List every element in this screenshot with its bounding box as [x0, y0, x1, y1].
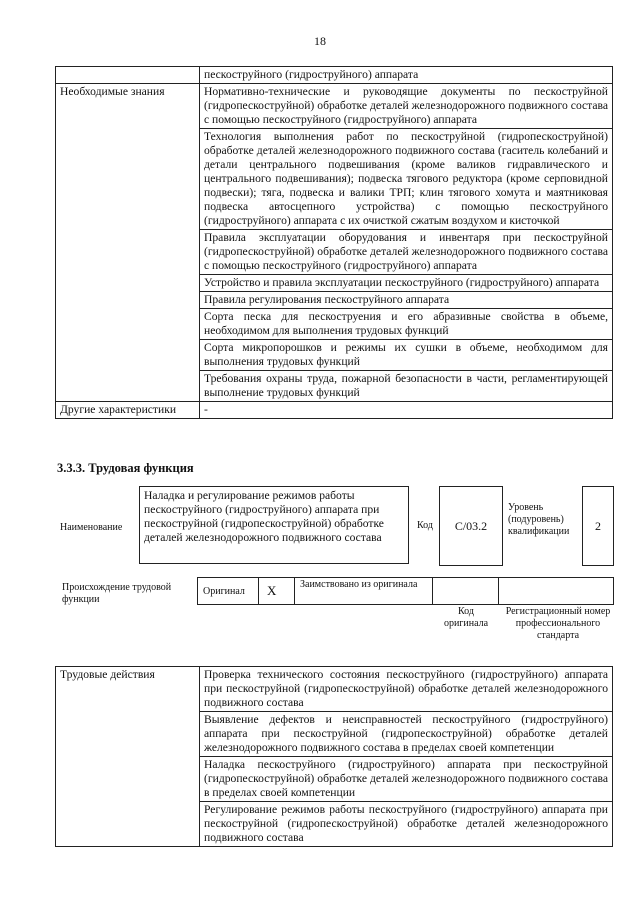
- code-caption: Код оригинала: [443, 606, 489, 629]
- knowledge-item: Нормативно-технические и руководящие документы по пескоструйной (гидропескоструйной) обработке деталей железнодорожного подвижного состава с помощью пескоструйного (гидроструйного) аппарата: [200, 84, 613, 129]
- page-number: 18: [314, 34, 326, 48]
- origin-divider: [258, 577, 259, 605]
- knowledge-table: [55, 66, 613, 419]
- knowledge-item: Технология выполнения работ по пескоструйной (гидропескоструйной) обработке деталей железнодорожного подвижного состава (гаситель колебаний и детали центрального подвешивания (кроме валиков гидравлического и центрального подвешивания); подвеска тягового редуктора (кроме серповидной подвески); тяга, подвеска и валики ТРП; клин тягового хомута и маятниковая подвеска автосцепного устройства) с помощью пескоструйного (гидроструйного) аппарата с их очисткой сжатым воздухом и кисточкой: [200, 129, 613, 230]
- origin-divider: [432, 577, 433, 605]
- table-row: [56, 667, 613, 712]
- origin-label: Происхождение трудовой функции: [62, 582, 172, 605]
- code-label: Код: [417, 520, 433, 531]
- origin-divider: [498, 577, 499, 605]
- knowledge-label: Необходимые знания: [56, 84, 200, 402]
- actions-label: Трудовые действия: [56, 667, 200, 847]
- action-item: Регулирование режимов работы пескоструйного (гидроструйного) аппарата при пескоструйной (гидропескоструйной) обработке деталей железнодорожного подвижного состава: [200, 802, 613, 847]
- other-label: Другие характеристики: [56, 402, 200, 419]
- table-row: [56, 67, 613, 84]
- code-value: C/03.2: [439, 486, 503, 566]
- other-value: -: [200, 402, 613, 419]
- table-cell-empty: [56, 67, 200, 84]
- knowledge-item: Устройство и правила эксплуатации пескоструйного (гидроструйного) аппарата: [200, 275, 613, 292]
- table-row: [56, 84, 613, 129]
- function-name: Наладка и регулирование режимов работы пескоструйного (гидроструйного) аппарата при пескоструйной (гидропескоструйной) обработке деталей железнодорожного подвижного состава: [139, 486, 409, 564]
- level-value: 2: [582, 486, 614, 566]
- knowledge-item: Сорта микропорошков и режимы их сушки в объеме, необходимом для выполнения трудовых функций: [200, 340, 613, 371]
- knowledge-item: Правила эксплуатации оборудования и инвентаря при пескоструйной (гидропескоструйной) обработке деталей железнодорожного подвижного состава с помощью пескоструйного (гидроструйного) аппарата: [200, 230, 613, 275]
- knowledge-item: Требования охраны труда, пожарной безопасности в части, регламентирующей выполнение трудовых функций: [200, 371, 613, 402]
- table-row: [56, 402, 613, 419]
- reg-caption: Регистрационный номер профессионального стандарта: [505, 606, 611, 641]
- action-item: Проверка технического состояния пескоструйного (гидроструйного) аппарата при пескоструйной (гидропескоструйной) обработке деталей железнодорожного подвижного состава: [200, 667, 613, 712]
- origin-divider: [294, 577, 295, 605]
- knowledge-item: Правила регулирования пескоструйного аппарата: [200, 292, 613, 309]
- section-heading: 3.3.3. Трудовая функция: [57, 461, 194, 475]
- actions-table: [55, 666, 613, 847]
- name-label: Наименование: [60, 522, 123, 533]
- original-label: Оригинал: [203, 586, 245, 597]
- continuation-text: пескоструйного (гидроструйного) аппарата: [200, 67, 613, 84]
- original-mark: X: [267, 583, 277, 598]
- knowledge-item: Сорта песка для пескоструения и его абразивные свойства в объеме, необходимом для выполнения трудовых функций: [200, 309, 613, 340]
- action-item: Выявление дефектов и неисправностей пескоструйного (гидроструйного) аппарата при пескоструйной (гидропескоструйной) обработке деталей железнодорожного подвижного состава в пределах своей компетенции: [200, 712, 613, 757]
- level-label: Уровень (подуровень) квалификации: [508, 502, 570, 537]
- action-item: Наладка пескоструйного (гидроструйного) аппарата при пескоструйной (гидропескоструйной) обработке деталей железнодорожного подвижного состава в пределах своей компетенции: [200, 757, 613, 802]
- borrowed-label: Заимствовано из оригинала: [300, 579, 418, 590]
